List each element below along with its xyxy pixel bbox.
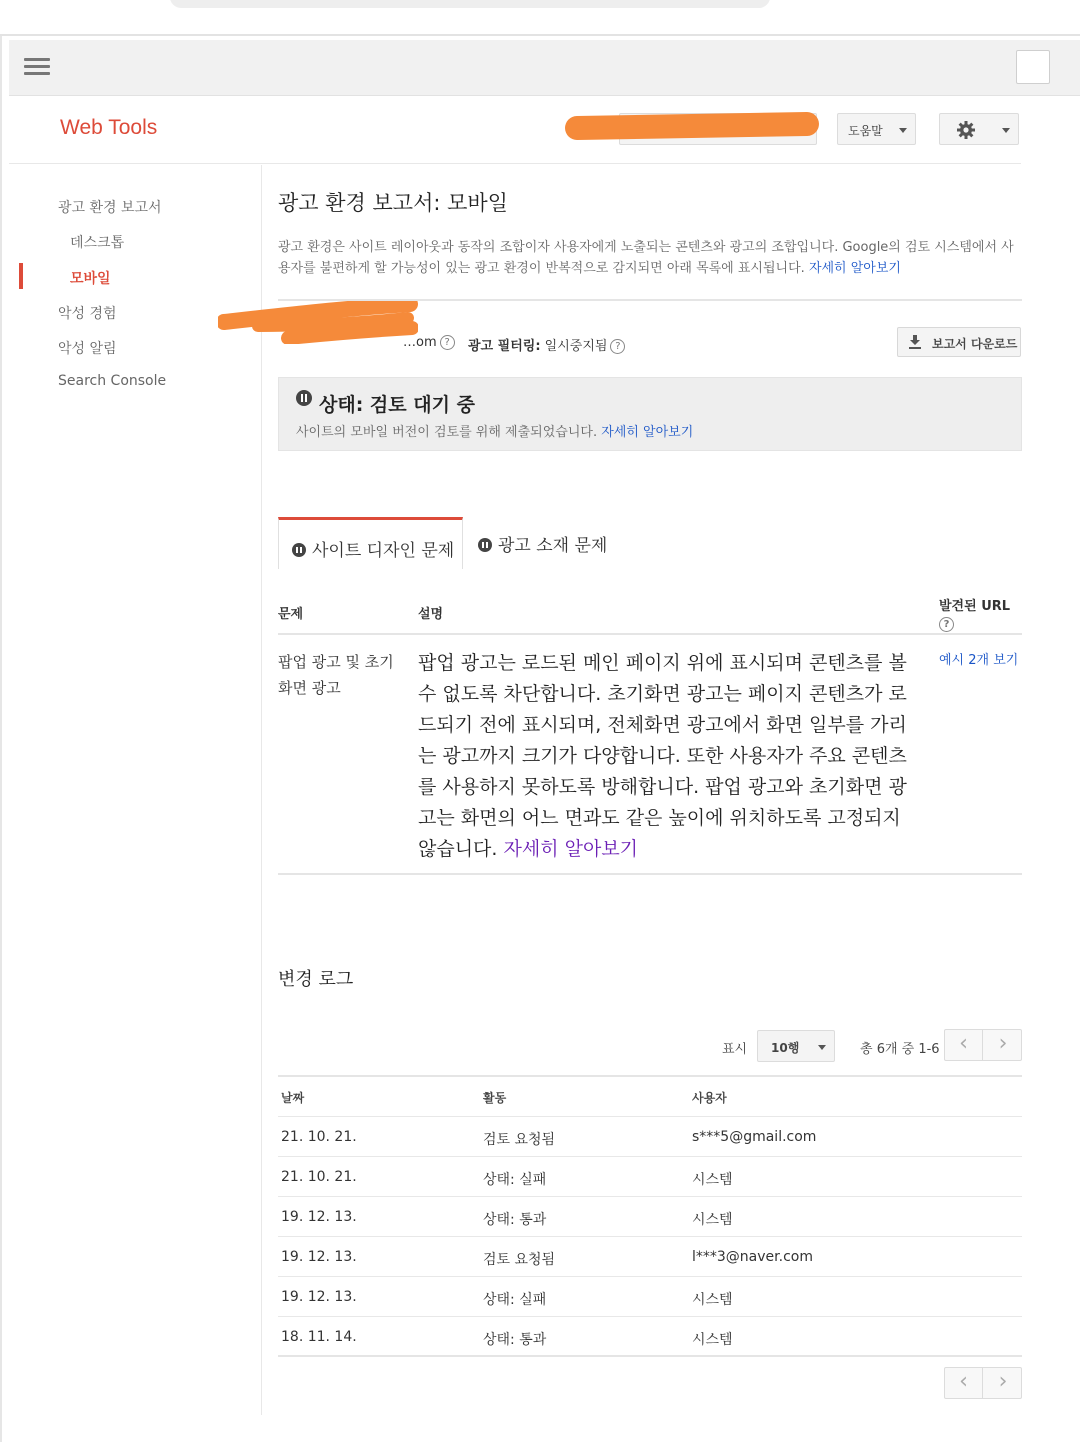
issue-tabs: [278, 517, 1022, 569]
table-row: [278, 1237, 1022, 1277]
redaction-scribble: [565, 112, 819, 140]
cell-date: 21. 10. 21.: [281, 1129, 357, 1145]
table-row: [278, 1117, 1022, 1157]
view-examples-link[interactable]: 예시 2개 보기: [939, 653, 1019, 668]
sidebar-item-ad-experience-report[interactable]: 광고 환경 보고서: [58, 200, 162, 216]
learn-more-link[interactable]: 자세히 알아보기: [808, 261, 901, 276]
cell-date: 19. 12. 13.: [281, 1289, 357, 1305]
header: [9, 96, 1021, 164]
download-icon: [909, 335, 921, 349]
chevron-down-icon: [899, 128, 907, 133]
cell-date: 18. 11. 14.: [281, 1329, 357, 1345]
table-row: [278, 1157, 1022, 1197]
rows-per-page-value: 10행: [771, 1041, 800, 1055]
status-description: [296, 421, 693, 440]
tab-label: 사이트 디자인 문제: [312, 541, 455, 561]
sidebar-item-mobile[interactable]: 모바일: [70, 271, 111, 287]
cell-date: 19. 12. 13.: [281, 1249, 357, 1265]
tab-site-design-issues[interactable]: [278, 517, 463, 569]
table-row: [278, 1197, 1022, 1237]
pause-icon: [292, 543, 306, 557]
sidebar-item-search-console[interactable]: Search Console: [58, 373, 167, 389]
sidebar: [0, 165, 262, 1415]
column-header-date: 날짜: [281, 1091, 305, 1105]
pause-icon: [478, 538, 492, 552]
app-bar: [9, 40, 1080, 96]
help-button-label: 도움말: [848, 124, 883, 138]
table-header: [278, 1077, 1022, 1117]
cell-user: l***3@naver.com: [692, 1249, 813, 1265]
pager-buttons-bottom: [944, 1367, 1022, 1399]
page-range: 총 6개 중 1-6: [860, 1042, 940, 1057]
table-row: [278, 1317, 1022, 1357]
apps-button[interactable]: [1016, 50, 1050, 84]
help-button[interactable]: [837, 113, 916, 145]
tab-creative-issues[interactable]: [478, 517, 607, 569]
status-desc-text: 사이트의 모바일 버전이 검토를 위해 제출되었습니다.: [296, 425, 598, 440]
sidebar-item-desktop[interactable]: 데스크톱: [70, 235, 125, 251]
cell-user: 시스템: [692, 1332, 733, 1348]
status-panel: [278, 377, 1022, 451]
hamburger-menu-icon[interactable]: [24, 58, 50, 78]
download-report-label: 보고서 다운로드: [932, 337, 1018, 351]
pager-buttons: [944, 1029, 1022, 1061]
filter-row: [278, 327, 1022, 361]
page-title: 광고 환경 보고서: 모바일: [278, 191, 508, 215]
help-icon[interactable]: ?: [440, 335, 455, 350]
help-icon[interactable]: ?: [610, 339, 625, 354]
divider: [278, 299, 1022, 301]
cell-activity: 상태: 실패: [483, 1172, 547, 1188]
cell-activity: 검토 요청됨: [483, 1252, 556, 1268]
rows-per-page-select[interactable]: [757, 1030, 835, 1062]
chevron-left-icon[interactable]: ‹: [945, 1030, 983, 1060]
chevron-right-icon[interactable]: ›: [998, 1031, 1008, 1056]
logo[interactable]: Web Tools: [60, 116, 158, 139]
settings-button[interactable]: [939, 113, 1019, 145]
pagination: [278, 1029, 1022, 1063]
learn-more-link[interactable]: 자세히 알아보기: [601, 425, 694, 440]
tab-label: 광고 소재 문제: [498, 536, 608, 556]
chevron-right-icon[interactable]: ›: [998, 1369, 1008, 1394]
cell-activity: 상태: 통과: [483, 1332, 547, 1348]
intro-text: [278, 237, 1022, 279]
issue-description: [418, 648, 918, 865]
rows-label: 표시: [722, 1042, 748, 1057]
address-bar[interactable]: [170, 0, 770, 8]
issue-description-text: 팝업 광고는 로드된 메인 페이지 위에 표시되며 콘텐츠를 볼 수 없도록 차단합니다. 초기화면 광고는 페이지 콘텐츠가 로드되기 전에 표시되며, 전체화면 광고에서 화면 일부를 가리는 광고까지 크기가 다양합니다. 또한 사용자가 주요 콘텐츠를 사용하지 못하도록 방해합니다. 팝업 광고와 초기화면 광고는 화면의 어느 면과도 같은 높이에 위치하도록 고정되지 않습니다.: [418, 652, 907, 860]
sidebar-item-abusive-notifications[interactable]: 악성 알림: [58, 341, 117, 357]
active-indicator: [19, 263, 23, 289]
column-header-found-url: [939, 595, 1010, 632]
chevron-left-icon[interactable]: ‹: [945, 1368, 983, 1398]
intro-body: 광고 환경은 사이트 레이아웃과 동작의 조합이자 사용자에게 노출되는 콘텐츠와 광고의 조합입니다. Google의 검토 시스템에서 사용자를 불편하게 할 가능성이 있는 광고 환경이 반복적으로 감지되면 아래 목록에 표시됩니다.: [278, 240, 1014, 276]
column-header-problem: 문제: [278, 607, 304, 622]
column-header-description: 설명: [418, 607, 444, 622]
browser-chrome: [0, 0, 1080, 36]
found-url-label: 발견된 URL: [939, 599, 1011, 614]
cell-date: 19. 12. 13.: [281, 1209, 357, 1225]
cell-user: 시스템: [692, 1292, 733, 1308]
ad-filtering-label: 광고 필터링:: [468, 339, 541, 354]
cell-activity: 상태: 통과: [483, 1212, 547, 1228]
learn-more-link[interactable]: 자세히 알아보기: [503, 838, 639, 860]
download-report-button[interactable]: [897, 327, 1021, 357]
gear-icon: [956, 120, 976, 140]
chevron-down-icon: [1002, 128, 1010, 133]
column-header-activity: 활동: [483, 1091, 507, 1105]
issue-name: 팝업 광고 및 초기화면 광고: [278, 653, 394, 697]
table-row: [278, 635, 1022, 875]
chevron-down-icon: [818, 1045, 826, 1050]
site-domain-text: …om: [403, 335, 437, 350]
cell-user: s***5@gmail.com: [692, 1129, 817, 1145]
sidebar-item-abusive-experiences[interactable]: 악성 경험: [58, 306, 117, 322]
cell-user: 시스템: [692, 1212, 733, 1228]
cell-user: 시스템: [692, 1172, 733, 1188]
issue-table-header: [278, 595, 1022, 635]
help-icon[interactable]: ?: [939, 617, 954, 632]
changelog-title: 변경 로그: [278, 969, 354, 990]
changelog-table: [278, 1075, 1022, 1357]
ad-filtering-status: [468, 335, 625, 354]
site-domain: [278, 335, 455, 350]
pause-icon: [296, 390, 312, 406]
column-header-user: 사용자: [692, 1091, 727, 1105]
cell-activity: 검토 요청됨: [483, 1132, 556, 1148]
table-row: [278, 1277, 1022, 1317]
ad-filtering-value: 일시중지됨: [544, 339, 608, 354]
cell-activity: 상태: 실패: [483, 1292, 547, 1308]
status-title: 상태: 검토 대기 중: [319, 394, 475, 416]
cell-date: 21. 10. 21.: [281, 1169, 357, 1185]
